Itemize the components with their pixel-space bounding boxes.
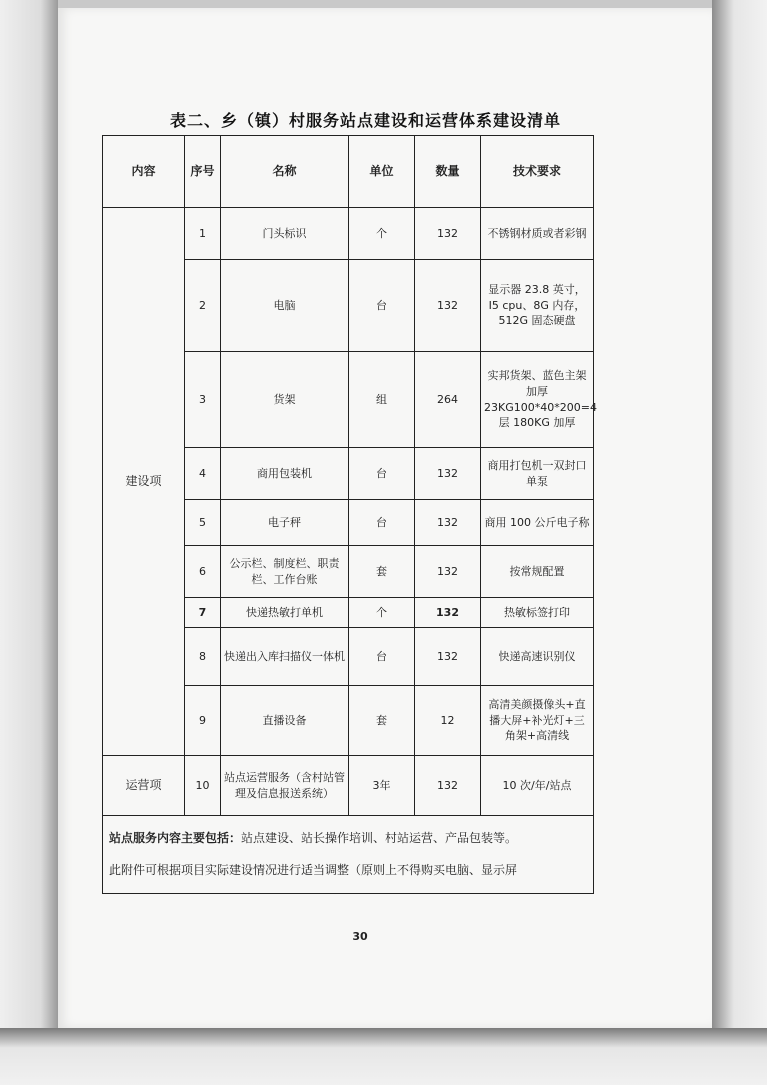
cell-name: 快递出入库扫描仪一体机 xyxy=(221,628,349,686)
footer-line2: 此附件可根据项目实际建设情况进行适当调整（原则上不得购买电脑、显示屏 xyxy=(109,862,518,877)
header-qty: 数量 xyxy=(415,136,481,208)
cell-name: 站点运营服务（含村站管理及信息报送系统） xyxy=(221,756,349,816)
cell-qty: 264 xyxy=(415,352,481,448)
header-unit: 单位 xyxy=(349,136,415,208)
cell-unit: 个 xyxy=(349,598,415,628)
cell-req: 不锈钢材质或者彩钢 xyxy=(481,208,594,260)
cell-unit: 台 xyxy=(349,260,415,352)
cell-unit: 台 xyxy=(349,448,415,500)
cell-unit: 台 xyxy=(349,628,415,686)
cell-req: 商用打包机一双封口单泵 xyxy=(481,448,594,500)
cell-unit: 个 xyxy=(349,208,415,260)
cell-unit: 组 xyxy=(349,352,415,448)
cell-qty: 132 xyxy=(415,756,481,816)
cell-unit: 3年 xyxy=(349,756,415,816)
cell-qty: 132 xyxy=(415,628,481,686)
table-header-row xyxy=(103,136,594,208)
table-row xyxy=(103,208,594,260)
construction-list-table xyxy=(102,135,597,894)
cell-req: 显示器 23.8 英寸，I5 cpu、8G 内存，512G 固态硬盘 xyxy=(481,260,594,352)
cell-req: 10 次/年/站点 xyxy=(481,756,594,816)
cell-no: 1 xyxy=(185,208,221,260)
table-footer-row xyxy=(103,816,594,894)
cell-qty: 132 xyxy=(415,208,481,260)
cell-no: 6 xyxy=(185,546,221,598)
cell-no: 8 xyxy=(185,628,221,686)
group-label-ops: 运营项 xyxy=(103,756,185,816)
cell-no: 9 xyxy=(185,686,221,756)
scan-shadow-left xyxy=(0,0,58,1085)
cell-req: 实邦货架、蓝色主架加厚 23KG100*40*200=4 层 180KG 加厚 xyxy=(481,352,594,448)
cell-qty: 12 xyxy=(415,686,481,756)
cell-qty: 132 xyxy=(415,448,481,500)
cell-unit: 套 xyxy=(349,546,415,598)
cell-req: 商用 100 公斤电子称 xyxy=(481,500,594,546)
cell-name: 电脑 xyxy=(221,260,349,352)
cell-qty: 132 xyxy=(415,260,481,352)
cell-name: 快递热敏打单机 xyxy=(221,598,349,628)
cell-name: 门头标识 xyxy=(221,208,349,260)
header-content: 内容 xyxy=(103,136,185,208)
document-title: 表二、乡（镇）村服务站点建设和运营体系建设清单 xyxy=(170,111,562,130)
page-number: 30 xyxy=(352,930,368,943)
cell-qty: 132 xyxy=(415,598,481,628)
cell-no: 5 xyxy=(185,500,221,546)
cell-qty: 132 xyxy=(415,500,481,546)
table-footer-note xyxy=(103,816,594,894)
cell-name: 货架 xyxy=(221,352,349,448)
cell-name: 商用包装机 xyxy=(221,448,349,500)
header-seq: 序号 xyxy=(185,136,221,208)
cell-req: 热敏标签打印 xyxy=(481,598,594,628)
cell-no: 3 xyxy=(185,352,221,448)
cell-no: 7 xyxy=(185,598,221,628)
cell-name: 电子秤 xyxy=(221,500,349,546)
header-name: 名称 xyxy=(221,136,349,208)
scan-shadow-right xyxy=(712,0,767,1085)
cell-unit: 台 xyxy=(349,500,415,546)
cell-unit: 套 xyxy=(349,686,415,756)
cell-no: 4 xyxy=(185,448,221,500)
cell-name: 直播设备 xyxy=(221,686,349,756)
cell-name: 公示栏、制度栏、职责栏、工作台账 xyxy=(221,546,349,598)
cell-req: 高清美颜摄像头+直播大屏+补光灯+三角架+高清线 xyxy=(481,686,594,756)
table-row xyxy=(103,756,594,816)
group-label-build: 建设项 xyxy=(103,208,185,756)
cell-qty: 132 xyxy=(415,546,481,598)
cell-no: 10 xyxy=(185,756,221,816)
footer-lead: 站点服务内容主要包括： xyxy=(109,831,242,846)
header-req: 技术要求 xyxy=(481,136,594,208)
cell-no: 2 xyxy=(185,260,221,352)
footer-line1-rest: 站点建设、站长操作培训、村站运营、产品包装等。 xyxy=(241,831,518,846)
cell-req: 快递高速识别仪 xyxy=(481,628,594,686)
scan-shadow-bottom xyxy=(0,1028,767,1085)
cell-req: 按常规配置 xyxy=(481,546,594,598)
